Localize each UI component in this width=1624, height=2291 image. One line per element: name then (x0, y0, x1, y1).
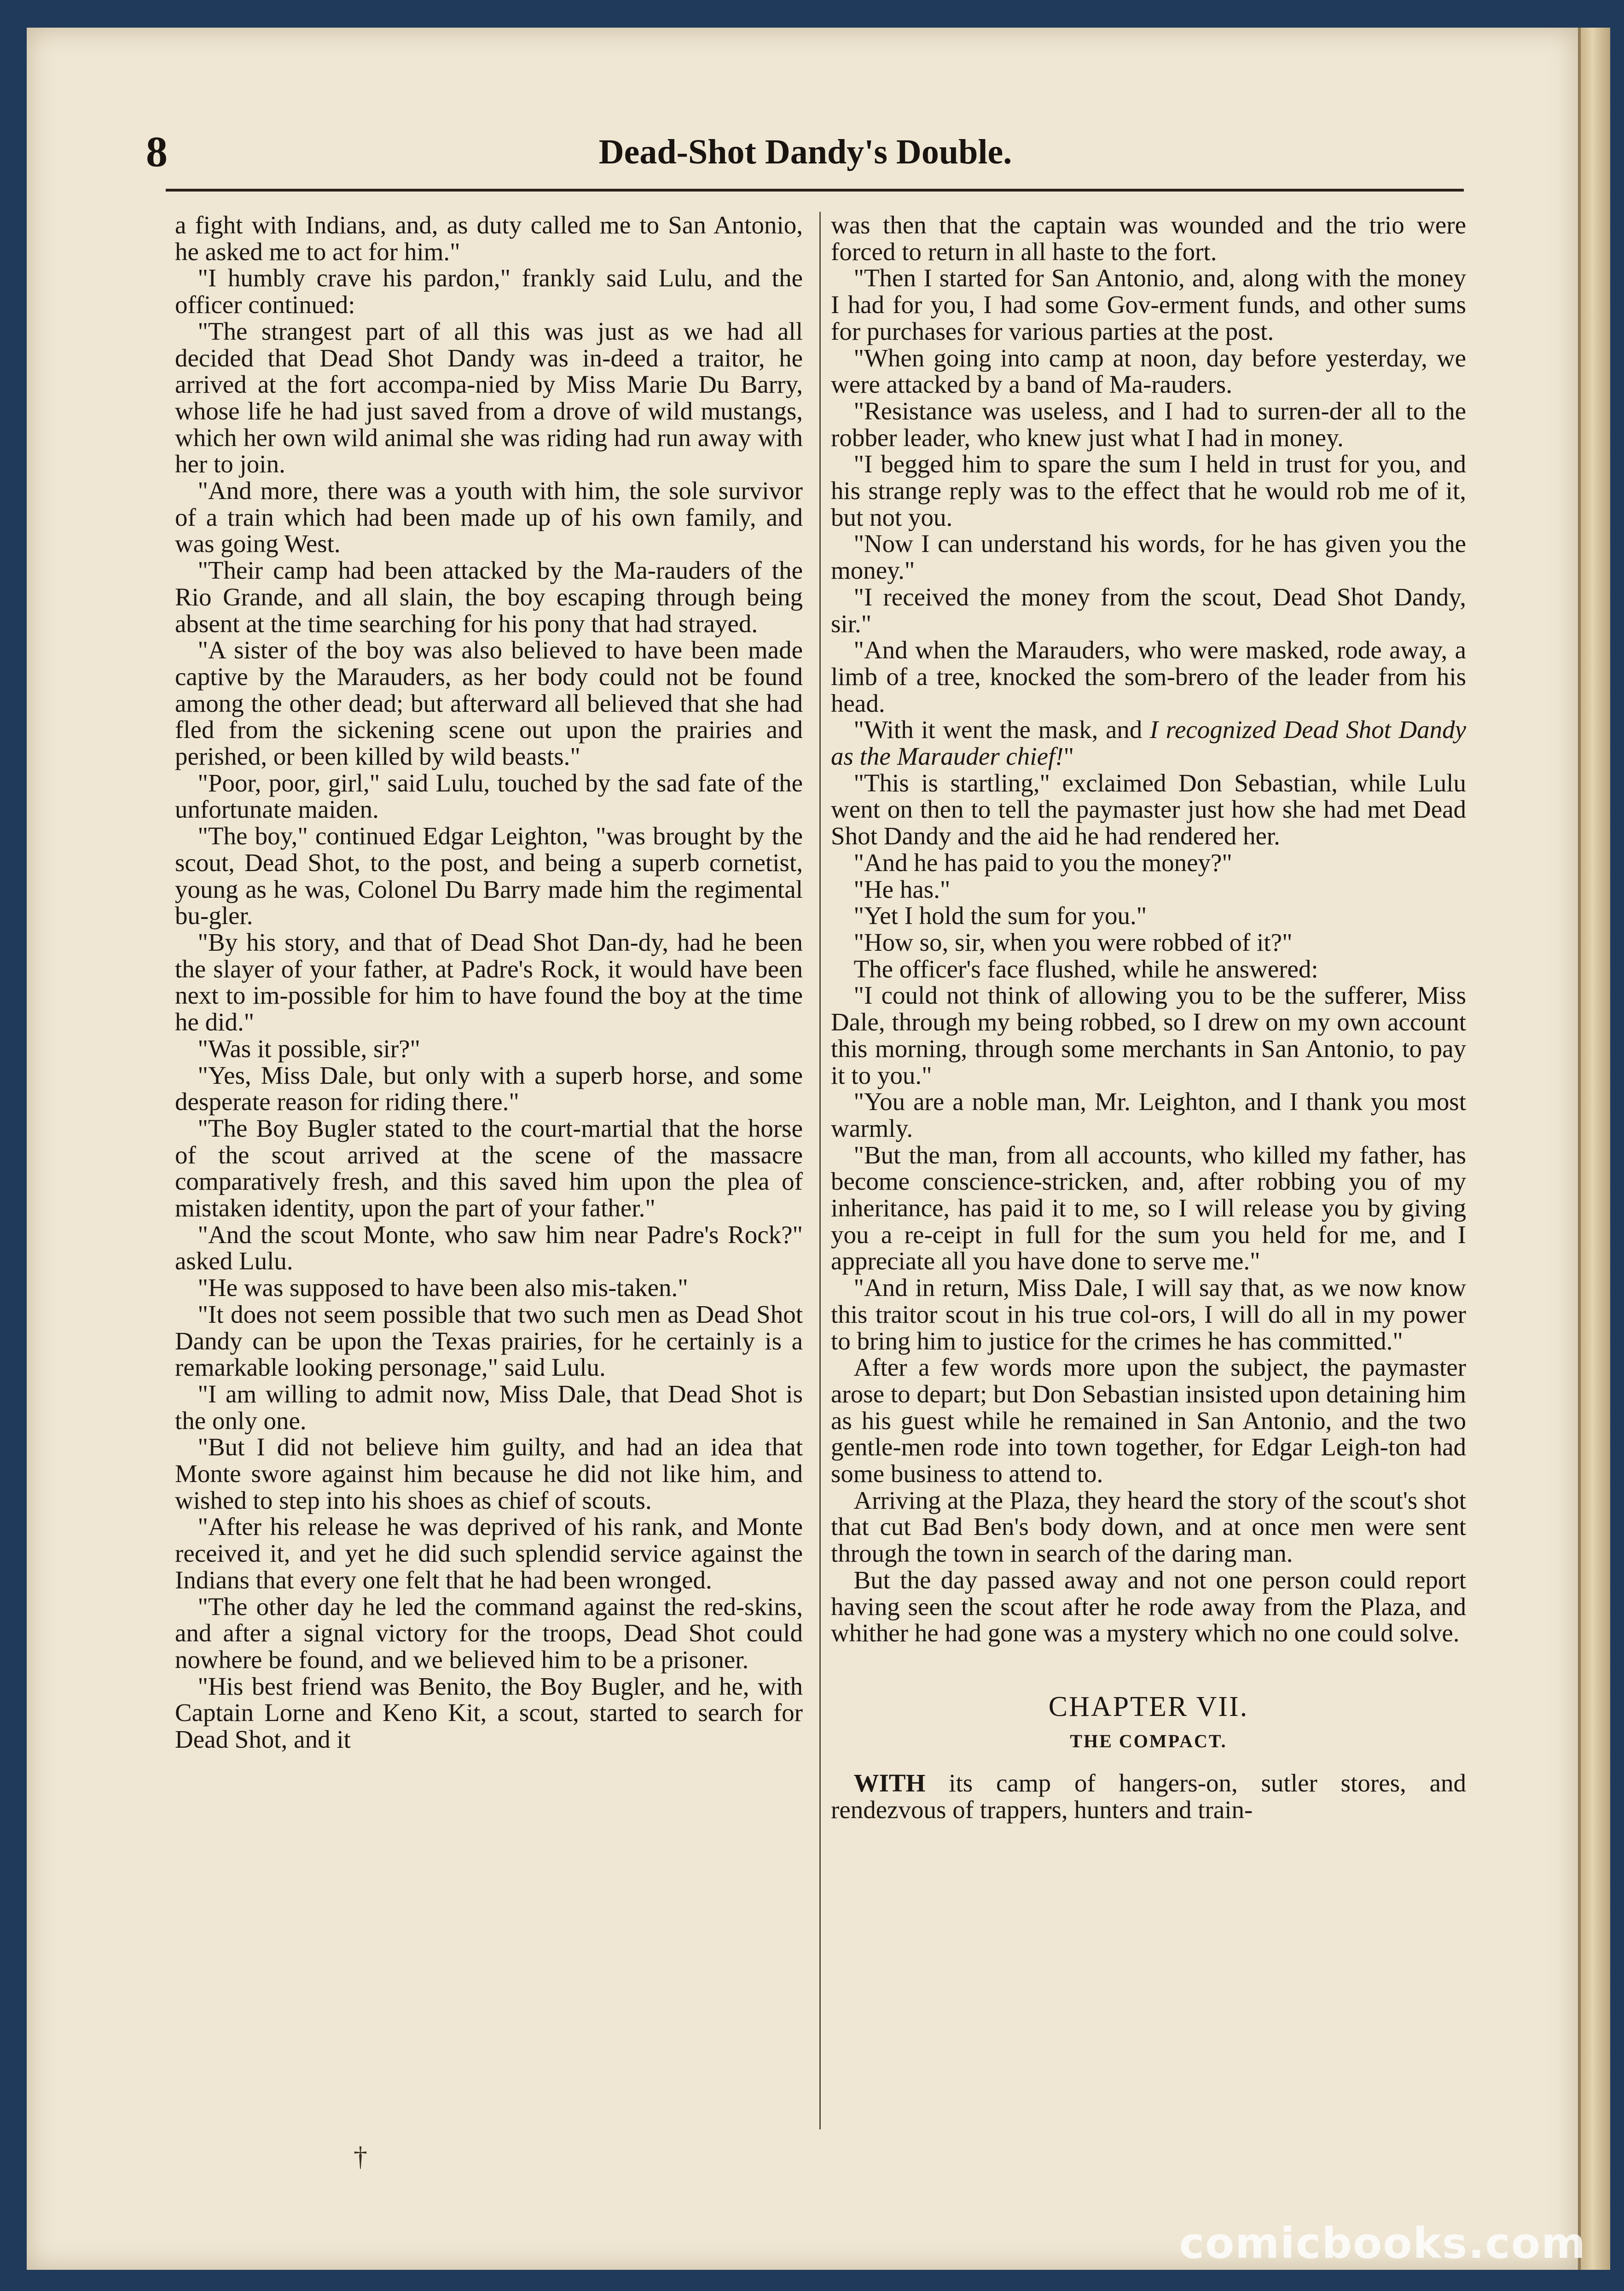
left-column-paragraph: "But I did not believe him guilty, and had an idea that Monte swore against him because he did not like him, and wished to step into his shoes as chief of scouts. (175, 1433, 803, 1514)
right-column-continued (831, 770, 1466, 1646)
right-column (831, 212, 1466, 2141)
column-rule (819, 212, 821, 2129)
right-column-cont-paragraph: "This is startling," exclaimed Don Sebastian, while Lulu went on then to tell the paymaster just how she had met Dead Shot Dandy and the aid he had rendered her. (831, 768, 1466, 850)
footer-mark: † (354, 2141, 367, 2172)
left-column-paragraph: a fight with Indians, and, as duty called me to San Antonio, he asked me to act for him." (175, 212, 803, 266)
chapter-opening-paragraph: WITH its camp of hangers-on, sutler stores, and rendezvous of trappers, hunters and train- (831, 1768, 1466, 1824)
left-column-paragraph: "The other day he led the command against the red-skins, and after a signal victory for the troops, Dead Shot could nowhere be found, and we believed him to be a prisoner. (175, 1592, 803, 1674)
right-column-cont-paragraph: "And in return, Miss Dale, I will say that, as we now know this traitor scout in his true col-ors, I will do all in my power to bring him to justice for the crimes he has committed." (831, 1273, 1466, 1355)
right-column-cont-paragraph: But the day passed away and not one person could report having seen the scout after he rode away from the Plaza, and whither he had gone was a mystery which no one could solve. (831, 1565, 1466, 1647)
left-column-paragraph: "The boy," continued Edgar Leighton, "was brought by the scout, Dead Shot, to the post, and being a superb cornetist, young as he was, Colonel Du Barry made him the regimental bu-gler. (175, 822, 803, 930)
right-column-paragraph: "I begged him to spare the sum I held in trust for you, and his strange reply was to the effect that he would rob me of it, but not you. (831, 450, 1466, 531)
left-column-paragraph: "It does not seem possible that two such men as Dead Shot Dandy can be upon the Texas prairies, for he certainly is a remarkable looking personage," said Lulu. (175, 1300, 803, 1382)
next-page-edge (1578, 28, 1610, 2270)
right-column-cont-paragraph: The officer's face flushed, while he answered: (853, 954, 1318, 983)
right-column-paragraph: "Resistance was useless, and I had to surren-der all to the robber leader, who knew just what I had in money. (831, 396, 1466, 452)
left-column-paragraph: "And more, there was a youth with him, the sole survivor of a train which had been made up of his own family, and was going West. (175, 477, 803, 558)
left-column (175, 212, 803, 2141)
running-title: Dead-Shot Dandy's Double. (598, 133, 1012, 171)
page-number: 8 (146, 128, 168, 176)
opening-smallcaps: WITH (853, 1768, 926, 1797)
right-column-cont-paragraph: Arriving at the Plaza, they heard the story of the scout's shot that cut Bad Ben's body down, and at once men were sent through the town in search of the daring man. (831, 1486, 1466, 1568)
right-column-cont-paragraph: "How so, sir, when you were robbed of it?" (853, 928, 1293, 956)
left-column-paragraph: "Was it possible, sir?" (197, 1034, 420, 1063)
watermark-logo: comicbooks.com (1179, 2219, 1586, 2268)
left-column-paragraph: "The Boy Bugler stated to the court-martial that the horse of the scout arrived at the scene of the massacre comparatively fresh, and this saved him upon the plea of mistaken identity, upon the part of your father." (175, 1114, 803, 1222)
right-column-cont-paragraph: "And he has paid to you the money?" (853, 848, 1232, 877)
right-column-cont-paragraph: "He has." (853, 875, 951, 903)
right-column-cont-paragraph: "But the man, from all accounts, who killed my father, has become conscience-stricken, and, after robbing you of my inheritance, has paid it to me, so I will release you by giving you a re-ceipt in full for the sum you held for me, and I appreciate all you have done to serve me." (831, 1140, 1466, 1275)
left-column-paragraph: "A sister of the boy was also believed to have been made captive by the Marauders, as her body could not be found among the other dead; but afterward all believed that she had fled from the sickening scene out upon the prairies and perished, or been killed by wild beasts." (175, 636, 803, 771)
left-column-paragraph: "After his release he was deprived of his rank, and Monte received it, and yet he did such splendid service against the Indians that every one felt that he had been wronged. (175, 1512, 803, 1594)
left-column-paragraph: "By his story, and that of Dead Shot Dan-dy, had he been the slayer of your father, at Padre's Rock, it would have been next to im-possible for him to have found the boy at the time he did." (175, 928, 803, 1036)
left-column-paragraph: "And the scout Monte, who saw him near Padre's Rock?" asked Lulu. (175, 1220, 803, 1275)
left-column-paragraph: "Their camp had been attacked by the Ma-rauders of the Rio Grande, and all slain, the boy escaping through being absent at the time searching for his pony that had strayed. (175, 556, 803, 638)
right-column-paragraph: "Now I can understand his words, for he has given you the money." (831, 529, 1466, 585)
right-column-paragraph: "Then I started for San Antonio, and, along with the money I had for you, I had some Gov-erment funds, and other sums for purchases for various parties at the post. (831, 264, 1466, 345)
left-column-paragraph: "I am willing to admit now, Miss Dale, that Dead Shot is the only one. (175, 1379, 803, 1435)
left-column-paragraph: "The strangest part of all this was just as we had all decided that Dead Shot Dandy was in-deed a traitor, he arrived at the fort accompa-nied by Miss Marie Du Barry, whose life he had just saved from a drove of wild mustangs, which her own wild animal she was riding had run away with her to join. (175, 317, 803, 478)
right-column-cont-paragraph: "Yet I hold the sum for you." (853, 901, 1147, 930)
right-column-paragraph: was then that the captain was wounded and the trio were forced to return in all haste to the fort. (831, 212, 1466, 266)
right-column-paragraph: "When going into camp at noon, day before yesterday, we were attacked by a band of Ma-rauders. (831, 343, 1466, 399)
chapter-subheading: THE COMPACT. (1070, 1730, 1227, 1751)
left-column-paragraph: "I humbly crave his pardon," frankly said Lulu, and the officer continued: (175, 264, 803, 319)
left-column-paragraph: "Yes, Miss Dale, but only with a superb horse, and some desperate reason for riding there." (175, 1061, 803, 1116)
right-column-paragraph: "I received the money from the scout, Dead Shot Dandy, sir." (831, 582, 1466, 638)
right-column-body (831, 212, 1466, 716)
left-column-paragraph: "Poor, poor, girl," said Lulu, touched by the sad fate of the unfortunate maiden. (175, 768, 803, 824)
paragraph-recognized: "With it went the mask, and I recognized Dead Shot Dandy as the Marauder chief!" (831, 715, 1466, 771)
left-column-paragraph: "He was supposed to have been also mis-taken." (197, 1273, 688, 1302)
header-rule (166, 189, 1464, 192)
right-column-cont-paragraph: After a few words more upon the subject, the paymaster arose to depart; but Don Sebastian insisted upon detaining him as his guest while he remained in San Antonio, and the two gentle-men rode into town together, for Edgar Leigh-ton had some business to attend to. (831, 1353, 1466, 1488)
chapter-heading: CHAPTER VII. (1048, 1691, 1249, 1722)
left-column-paragraph: "His best friend was Benito, the Boy Bugler, and he, with Captain Lorne and Keno Kit, a scout, started to search for Dead Shot, and it (175, 1672, 803, 1754)
right-column-cont-paragraph: "You are a noble man, Mr. Leighton, and I thank you most warmly. (831, 1087, 1466, 1142)
page-header (146, 124, 1465, 180)
right-column-paragraph: "And when the Marauders, who were masked, rode away, a limb of a tree, knocked the som-brero of the leader from his head. (831, 636, 1466, 717)
right-column-cont-paragraph: "I could not think of allowing you to be the sufferer, Miss Dale, through my being robbed, so I drew on my own account this morning, through some merchants in San Antonio, to pay it to you." (831, 981, 1466, 1089)
